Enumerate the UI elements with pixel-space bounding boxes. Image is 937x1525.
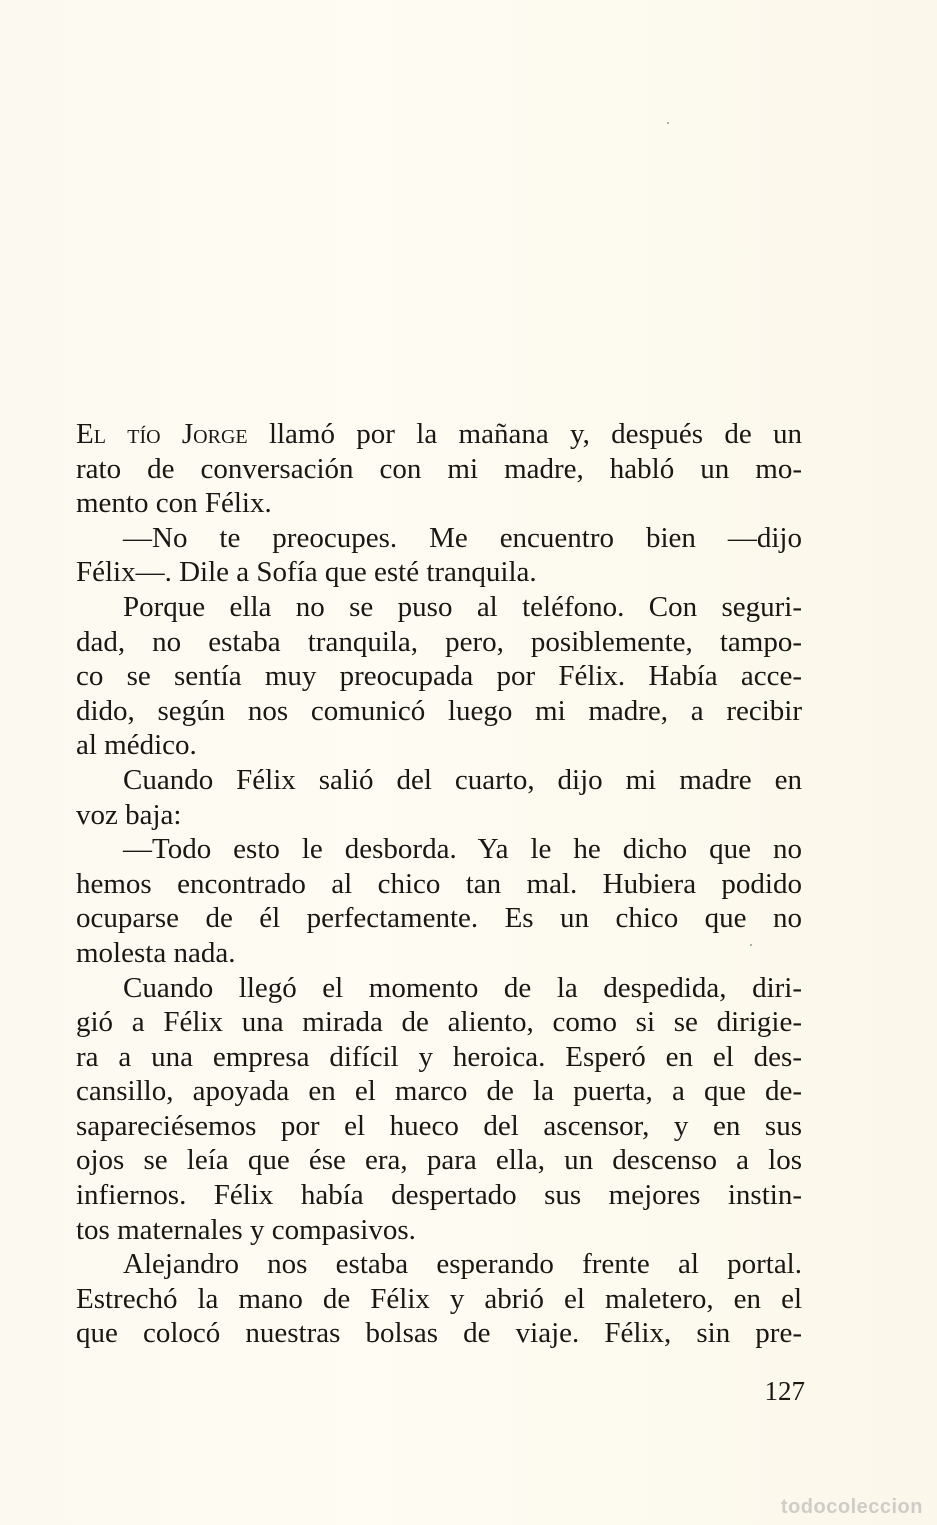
text-line: tos maternales y compasivos. <box>76 1213 416 1246</box>
text-line: infiernos. Félix había despertado sus mejores instin- <box>76 1179 802 1212</box>
text-line: Estrechó la mano de Félix y abrió el maletero, en el <box>76 1282 802 1315</box>
paper-speck <box>667 122 669 124</box>
text-line: ra a una empresa difícil y heroica. Esperó en el des- <box>76 1040 802 1073</box>
text-line: voz baja: <box>76 798 182 831</box>
text-line: al médico. <box>76 729 197 762</box>
text-line: cansillo, apoyada en el marco de la puerta, a que de- <box>76 1075 802 1108</box>
text-line: mento con Félix. <box>76 487 272 520</box>
text-line: —No te preocupes. Me encuentro bien —dijo <box>123 521 802 554</box>
text-line: co se sentía muy preocupada por Félix. Había acce- <box>76 660 802 693</box>
text-line: hemos encontrado al chico tan mal. Hubiera podido <box>76 867 802 900</box>
page-number: 127 <box>764 1376 805 1406</box>
text-line: dad, no estaba tranquila, pero, posiblemente, tampo- <box>76 625 802 658</box>
text-line: Cuando Félix salió del cuarto, dijo mi madre en <box>123 763 802 796</box>
text-line: que colocó nuestras bolsas de viaje. Félix, sin pre- <box>76 1317 802 1350</box>
text-line: rato de conversación con mi madre, habló un mo- <box>76 452 802 485</box>
text-line: Alejandro nos estaba esperando frente al portal. <box>123 1248 802 1281</box>
text-line: Porque ella no se puso al teléfono. Con seguri- <box>123 590 802 623</box>
text-line: ojos se leía que ése era, para ella, un descenso a los <box>76 1144 802 1177</box>
text-line: —Todo esto le desborda. Ya le he dicho que no <box>123 833 802 866</box>
chapter-opening-smallcaps: El tío Jorge <box>76 418 248 450</box>
text-line: Félix—. Dile a Sofía que esté tranquila. <box>76 556 537 589</box>
text-line: Cuando llegó el momento de la despedida, diri- <box>123 971 802 1004</box>
text-line <box>76 417 802 452</box>
body-text <box>76 417 802 1351</box>
watermark-logo: todocoleccion <box>780 1496 923 1518</box>
text-line: gió a Félix una mirada de aliento, como si se dirigie- <box>76 1006 802 1039</box>
text-line: molesta nada. <box>76 936 236 969</box>
text-line: ocuparse de él perfectamente. Es un chico que no <box>76 902 802 935</box>
line-text: llamó por la mañana y, después de un <box>247 418 803 450</box>
text-line: dido, según nos comunicó luego mi madre, a recibir <box>76 694 802 727</box>
text-line: sapareciésemos por el hueco del ascensor, y en sus <box>76 1109 802 1142</box>
